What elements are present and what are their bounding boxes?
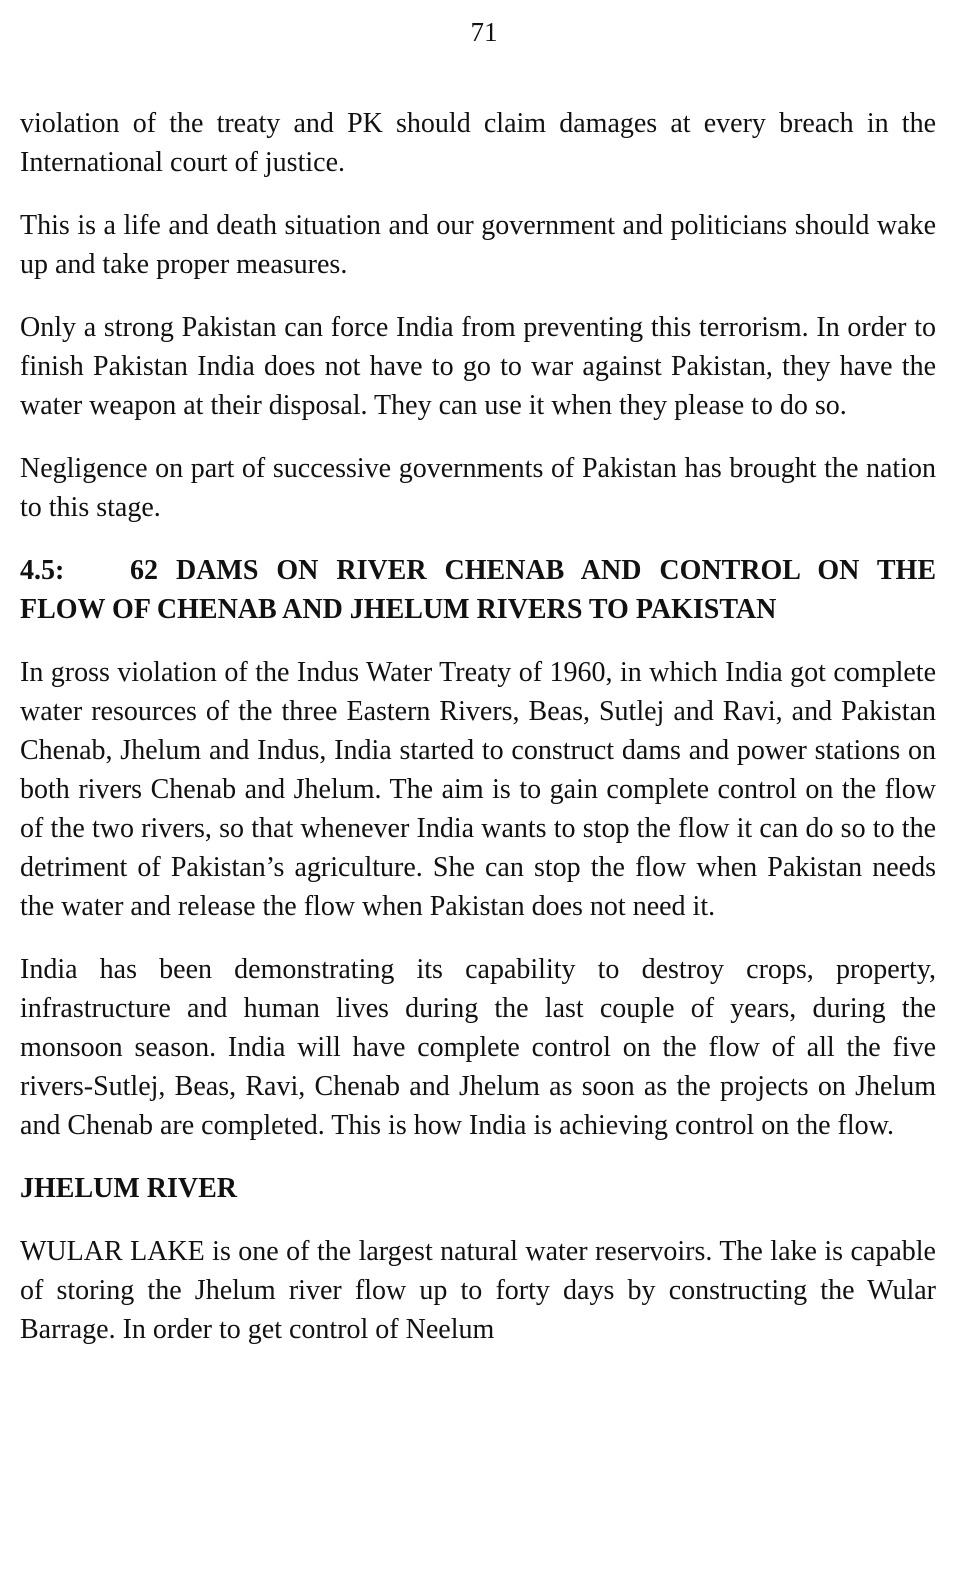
paragraph: Negligence on part of successive governments of Pakistan has brought the nation to this stage.	[20, 453, 936, 523]
paragraph: In gross violation of the Indus Water Treaty of 1960, in which India got complete water resources of the three Eastern Rivers, Beas, Sutlej and Ravi, and Pakistan Chenab, Jhelum and Indus, India started to construct dams and power stations on both rivers Chenab and Jhelum. The aim is to gain complete control on the flow of the two rivers, so that whenever India wants to stop the flow it can do so to the detriment of Pakistan’s agriculture. She can stop the flow when Pakistan needs the water and release the flow when Pakistan does not need it.	[20, 657, 936, 922]
page-number: 71	[470, 17, 498, 47]
subsection-heading: JHELUM RIVER	[20, 1173, 238, 1204]
section-heading	[20, 551, 936, 629]
paragraph: This is a life and death situation and our government and politicians should wake up and take proper measures.	[20, 210, 936, 280]
paragraph: India has been demonstrating its capability to destroy crops, property, infrastructure and human lives during the last couple of years, during the monsoon season. India will have complete control on the flow of all the five rivers-Sutlej, Beas, Ravi, Chenab and Jhelum as soon as the projects on Jhelum and Chenab are completed. This is how India is achieving control on the flow.	[20, 954, 936, 1141]
section-number: 4.5:	[20, 555, 65, 586]
section-title: 62 DAMS ON RIVER CHENAB AND CONTROL ON THE FLOW OF CHENAB AND JHELUM RIVERS TO PAKISTAN	[20, 555, 936, 625]
page-content	[20, 104, 936, 1373]
paragraph: WULAR LAKE is one of the largest natural water reservoirs. The lake is capable of storing the Jhelum river flow up to forty days by constructing the Wular Barrage. In order to get control of Neelum	[20, 1236, 936, 1345]
paragraph: Only a strong Pakistan can force India from preventing this terrorism. In order to finish Pakistan India does not have to go to war against Pakistan, they have the water weapon at their disposal. They can use it when they please to do so.	[20, 312, 936, 421]
paragraph: violation of the treaty and PK should claim damages at every breach in the International court of justice.	[20, 108, 936, 178]
